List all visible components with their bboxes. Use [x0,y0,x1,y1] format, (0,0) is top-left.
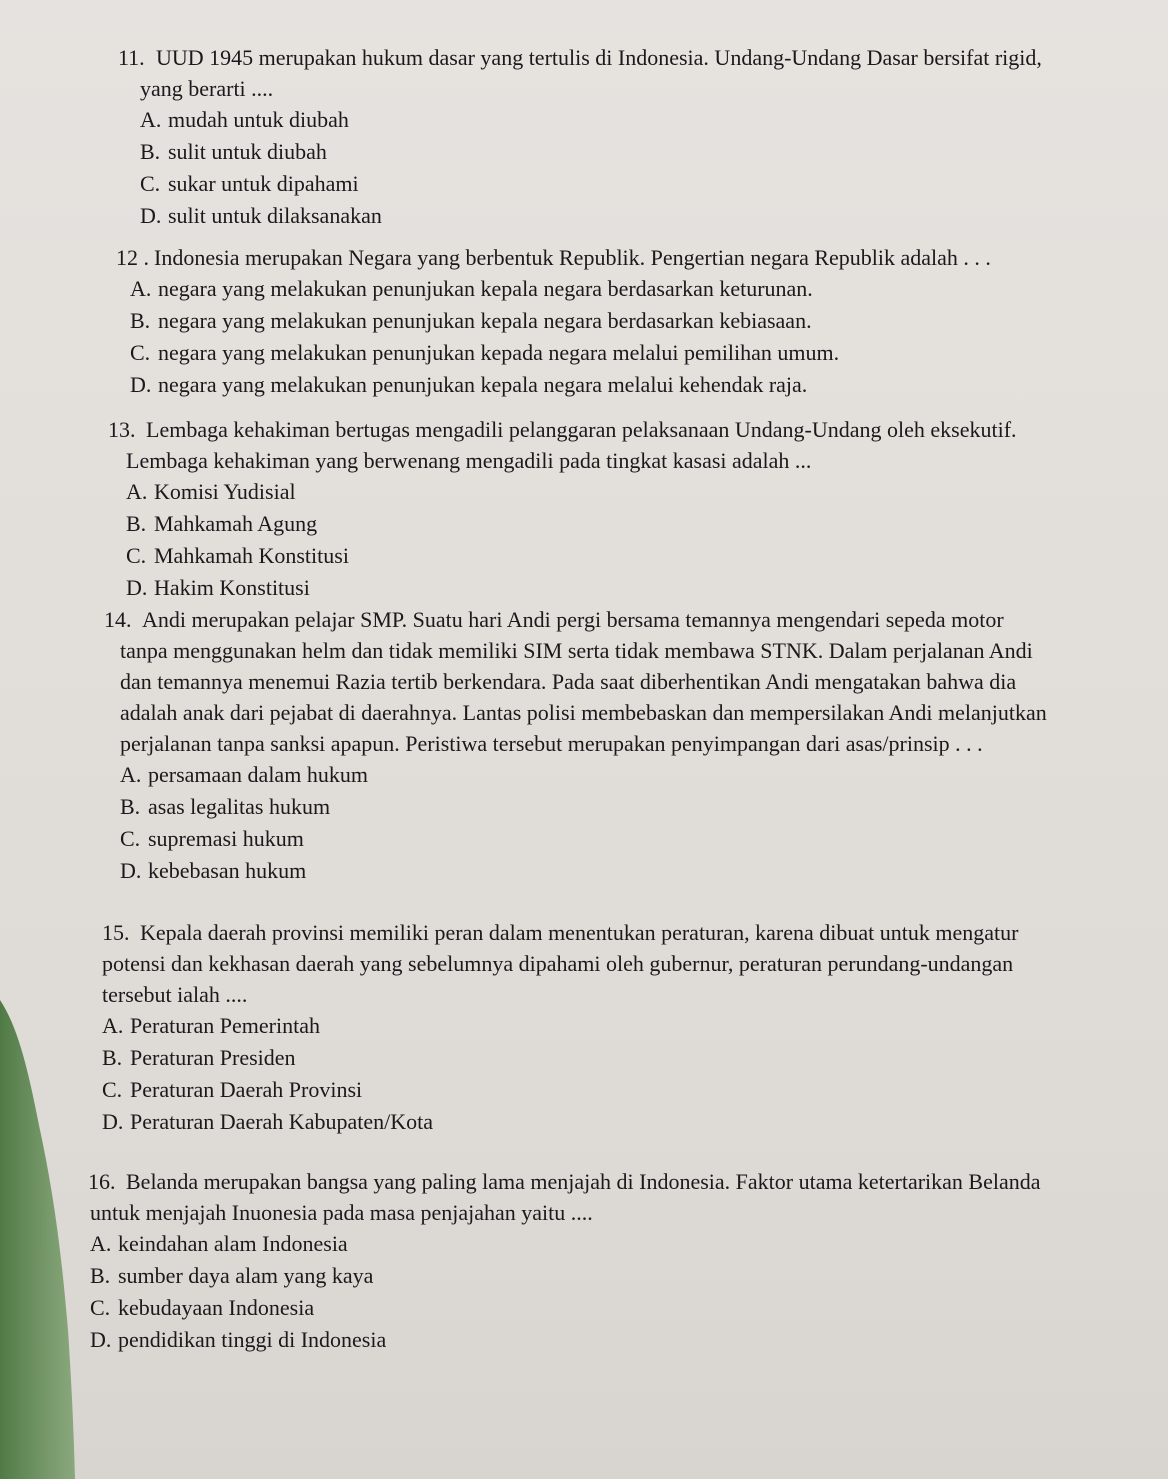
question-number: 13. [108,417,136,442]
question-stem [102,917,1018,948]
option-d [126,572,1017,604]
question-stem-continued [88,1197,1041,1228]
option-letter: B. [90,1263,111,1288]
question-11 [118,42,1042,232]
option-letter: B. [130,308,151,333]
question-stem-continued [118,73,1042,104]
question-stem-continued [104,728,1047,759]
stem-line: tersebut ialah .... [102,982,248,1007]
option-b [102,1042,1018,1074]
option-text: Peraturan Daerah Provinsi [130,1077,363,1102]
stem-line: dan temannya menemui Razia tertib berkendara. Pada saat diberhentikan Andi mengatakan bahwa dia [120,669,1017,694]
option-a [126,476,1017,508]
option-b [126,508,1017,540]
stem-line: tanpa menggunakan helm dan tidak memiliki SIM serta tidak membawa STNK. Dalam perjalanan Andi [120,638,1033,663]
option-text: Mahkamah Agung [154,511,318,536]
options-list [118,104,1042,232]
option-letter: D. [102,1109,124,1134]
question-number: 16. [88,1169,116,1194]
option-c [126,540,1017,572]
options-list [108,476,1017,604]
option-text: keindahan alam Indonesia [118,1231,348,1256]
option-d [140,200,1042,232]
option-d [90,1324,1041,1356]
option-d [130,369,991,401]
stem-line: potensi dan kekhasan daerah yang sebelumnya dipahami oleh gubernur, peraturan perundang-undangan [102,951,1014,976]
question-14 [104,604,1047,887]
question-stem-continued [104,697,1047,728]
option-text: pendidikan tinggi di Indonesia [118,1327,387,1352]
option-text: Hakim Konstitusi [154,575,310,600]
question-number: 12 . [116,245,149,270]
option-text: Komisi Yudisial [154,479,296,504]
option-text: sukar untuk dipahami [168,171,359,196]
option-text: supremasi hukum [148,826,304,851]
stem-line: Kepala daerah provinsi memiliki peran dalam menentukan peraturan, karena dibuat untuk mengatur [140,920,1019,945]
question-stem [116,242,991,273]
option-letter: D. [120,858,142,883]
question-stem [118,42,1042,73]
option-c [140,168,1042,200]
option-letter: B. [126,511,147,536]
option-text: Mahkamah Konstitusi [154,543,349,568]
option-letter: C. [90,1295,111,1320]
question-stem [88,1166,1041,1197]
option-text: negara yang melakukan penunjukan kepada negara melalui pemilihan umum. [158,340,840,365]
option-letter: A. [120,762,142,787]
option-text: negara yang melakukan penunjukan kepala negara melalui kehendak raja. [158,372,808,397]
question-16 [88,1166,1041,1356]
option-text: sulit untuk diubah [168,139,327,164]
stem-line: perjalanan tanpa sanksi apapun. Peristiwa tersebut merupakan penyimpangan dari asas/prinsip . . . [120,731,983,756]
stem-line: Lembaga kehakiman bertugas mengadili pelanggaran pelaksanaan Undang-Undang oleh eksekutif. [146,417,1017,442]
option-letter: B. [102,1045,123,1070]
option-a [140,104,1042,136]
question-stem [104,604,1047,635]
option-a [102,1010,1018,1042]
option-text: Peraturan Presiden [130,1045,296,1070]
option-c [90,1292,1041,1324]
option-letter: C. [130,340,151,365]
option-letter: A. [102,1013,124,1038]
option-a [90,1228,1041,1260]
option-c [102,1074,1018,1106]
option-letter: C. [120,826,141,851]
option-text: kebudayaan Indonesia [118,1295,315,1320]
option-letter: A. [140,107,162,132]
options-list [104,759,1047,887]
option-text: negara yang melakukan penunjukan kepala negara berdasarkan keturunan. [158,276,813,301]
options-list [116,273,991,401]
option-letter: A. [126,479,148,504]
option-letter: D. [90,1327,112,1352]
question-stem-continued [102,948,1018,979]
option-c [120,823,1047,855]
option-letter: D. [130,372,152,397]
option-letter: D. [140,203,162,228]
option-text: sulit untuk dilaksanakan [168,203,382,228]
option-a [120,759,1047,791]
option-letter: B. [140,139,161,164]
question-number: 11. [118,45,145,70]
option-letter: C. [126,543,147,568]
stem-line: Andi merupakan pelajar SMP. Suatu hari Andi pergi bersama temannya mengendari sepeda motor [142,607,1004,632]
option-c [130,337,991,369]
option-text: Peraturan Daerah Kabupaten/Kota [130,1109,433,1134]
option-a [130,273,991,305]
option-letter: C. [102,1077,123,1102]
stem-line: Belanda merupakan bangsa yang paling lama menjajah di Indonesia. Faktor utama ketertarikan Belanda [126,1169,1041,1194]
question-number: 15. [102,920,130,945]
option-text: sumber daya alam yang kaya [118,1263,374,1288]
option-d [120,855,1047,887]
question-13 [108,414,1017,604]
option-b [90,1260,1041,1292]
option-letter: B. [120,794,141,819]
option-text: negara yang melakukan penunjukan kepala negara berdasarkan kebiasaan. [158,308,812,333]
stem-line: untuk menjajah Inuonesia pada masa penjajahan yaitu .... [90,1200,593,1225]
option-letter: A. [130,276,152,301]
option-text: Peraturan Pemerintah [130,1013,320,1038]
option-text: persamaan dalam hukum [148,762,368,787]
question-stem-continued [102,979,1018,1010]
stem-line: UUD 1945 merupakan hukum dasar yang tertulis di Indonesia. Undang-Undang Dasar bersifat rigid, [156,45,1042,70]
option-letter: D. [126,575,148,600]
options-list [88,1228,1041,1356]
option-text: asas legalitas hukum [148,794,331,819]
stem-line: yang berarti .... [140,76,274,101]
option-b [120,791,1047,823]
option-text: mudah untuk diubah [168,107,349,132]
question-stem-continued [108,445,1017,476]
option-letter: A. [90,1231,112,1256]
question-number: 14. [104,607,132,632]
stem-line: Indonesia merupakan Negara yang berbentuk Republik. Pengertian negara Republik adalah . . . [154,245,991,270]
options-list [102,1010,1018,1138]
option-b [130,305,991,337]
option-d [102,1106,1018,1138]
question-stem-continued [104,666,1047,697]
question-stem [108,414,1017,445]
question-12 [116,242,991,401]
question-stem-continued [104,635,1047,666]
stem-line: adalah anak dari pejabat di daerahnya. Lantas polisi membebaskan dan mempersilakan Andi melanjutkan [120,700,1047,725]
question-15 [102,917,1018,1138]
stem-line: Lembaga kehakiman yang berwenang mengadili pada tingkat kasasi adalah ... [126,448,812,473]
option-text: kebebasan hukum [148,858,307,883]
option-letter: C. [140,171,161,196]
option-b [140,136,1042,168]
